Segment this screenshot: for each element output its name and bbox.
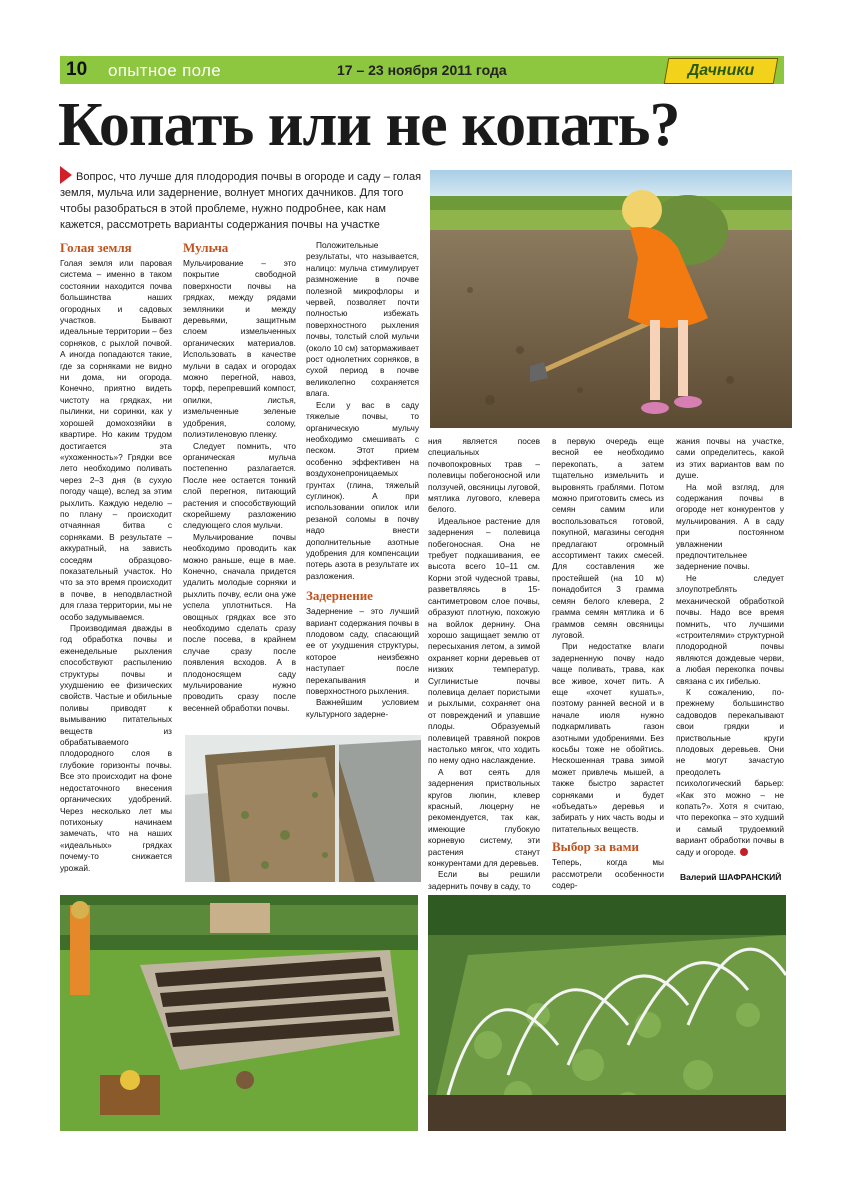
issue-date: 17 – 23 ноября 2011 года xyxy=(337,62,507,78)
paragraph: К сожалению, по-прежнему большинство садоводов перекапывают свои грядки и приствольные круги плодовых деревьев. Они не могут зачастую преодолеть психологический барьер: «Как это можно – не копать?». Хотя я считаю, что перекопка – это худший и самый трудоемкий вариант обработки почвы в саду и огороде. xyxy=(676,686,784,857)
page-number: 10 xyxy=(66,59,88,80)
paragraph: Задернение – это лучший вариант содержания почвы в плодовом саду, спасающий ее от ухудшения структуры, которое неизбежно наступает после перекапывания и поверхностного рыхления. xyxy=(306,606,419,697)
paragraph: в первую очередь еще весной ее необходимо перекопать, а затем тщательно измельчить и выровнять граблями. Потом можно приготовить смесь из семян самим или воспользоваться готовой, покупной, магазины сегодня предлагают огромный ассортимент таких смесей. Для составления же простейшей (на 10 м) понадобится 3 грамма семян белого клевера, 2 грамма семян мятлика и 6 граммов семян овсяницы луговой. xyxy=(552,436,664,640)
column-6 xyxy=(676,436,784,858)
paragraph: жания почвы на участке, сами определитесь, какой из этих вариантов вам по душе. xyxy=(676,436,784,481)
paragraph: ния является посев специальных почвопокровных трав – полевицы побегоносной или ползучей, овсяницы луговой, мятлика лугового, клевера белого. xyxy=(428,436,540,515)
paragraph: На мой взгляд, для содержания почвы в огороде нет конкурентов у мульчирования. А в саду при постоянном увлажнении предпочтительнее задернение почвы. xyxy=(676,481,784,572)
photo-girl-digging xyxy=(430,170,792,428)
article-lead: Вопрос, что лучше для плодородия почвы в огороде и саду – голая земля, мульча или задернение, волнует многих дачников. Для того чтобы разобраться в этой проблеме, нужно подробнее, как нам кажется, рассмотреть варианты содержания почвы на участке xyxy=(60,166,422,233)
newspaper-logo: Дачники xyxy=(664,58,779,84)
subheading-mulch: Мульча xyxy=(183,240,229,255)
paragraph: Мульчирование – это покрытие свободной поверхности почвы на грядках, между рядами земляники и между деревьями, защитным слоем измельченных органических материалов. Использовать в качестве мульчи в садах и огородах можно перегной, навоз, торф, перепревший компост, опилки, листья, измельченные зеленые удобрения, солому, полиэтиленовую пленку. xyxy=(183,258,296,440)
end-of-article-icon xyxy=(740,848,748,856)
paragraph: Идеальное растение для задернения – полевица побегоносная. Она не требует подкашивания, ее высота всего 10–11 см. Корни этой чудесной травы, разветвляясь в 15-сантиметровом слое почвы, образуют плотную, похожую на войлок дернину. Она хорошо защищает землю от пересыхания летом, а зимой охраняет корни деревьев от низких температур. Суглинистые почвы полевица делает пористыми и рыхлыми, сохраняет она от повреждений и упавшие плоды. Образуемый полевицей травяной покров настолько мягок, что ходить по нему одно наслаждение. xyxy=(428,515,540,766)
paragraph: Голая земля или паровая система – именно в таком состоянии находится почва большинства наших огородных и садовых участков. Бывают идеальные территории – без сорняков, с рыхлой почвой. А иногда попадаются такие, где за сорняками не видно ни дома, ни огорода. Конечно, приятно видеть чистоту на грядках, ни пылинки, ни соринки, как у хорошей домохозяйки в квартире. Но каким трудом достигается эта «ухоженность»? Грядки все лето необходимо поливать через 2–3 дня (в сухую погоду чаще), вслед за этим рыхлить. Каждую неделю – по плану – происходит отчаянная битва с сорняками. В результате – аккуратный, на зависть соседям образцово-показательный участок. Но что за это время происходит в почве, в неподвластной для глаза территории, мы не особо задумываемся. xyxy=(60,258,172,622)
paragraph: А вот сеять для задернения приствольных кругов люпин, клевер красный, люцерну не рекомендуется, так как, имеющие глубокую корневую систему, эти растения станут конкурентами для деревьев. xyxy=(428,766,540,869)
paragraph: Не следует злоупотреблять механической обработкой почвы. Надо все время помнить, что лучшими «строителями» структурной плодородной почвы являются дождевые черви, а любая перекопка почвы связана с их гибелью. xyxy=(676,572,784,686)
column-4 xyxy=(428,436,540,892)
section-name: опытное поле xyxy=(108,61,221,80)
author-signature: Валерий ШАФРАНСКИЙ xyxy=(680,872,782,882)
subheading-choice: Выбор за вами xyxy=(552,839,639,855)
paragraph: Мульчирование почвы необходимо проводить как можно раньше, еще в мае. Конечно, сначала придется удалить молодые сорняки и рыхлить почву, если она уже успела уплотниться. На овощных грядках все это необходимо сделать сразу после посева, в крайнем случае сразу после появления всходов. А в плодоносящем саду мульчирование нужно проводить сразу после весенней обработки почвы. xyxy=(183,531,296,713)
paragraph: Важнейшим условием культурного задерне- xyxy=(306,697,419,719)
lead-marker-icon xyxy=(60,166,72,184)
photo-raised-bed xyxy=(185,735,421,882)
column-3 xyxy=(306,240,419,720)
column-5 xyxy=(552,436,664,891)
article-title: Копать или не копать? xyxy=(58,91,680,159)
paragraph: Следует помнить, что органическая мульча постепенно разлагается. После нее остается тонкий слой перегноя, питающий растения и способствующий скорейшему разложению следующего слоя мульчи. xyxy=(183,440,296,531)
paragraph: Если вы решили задернить почву в саду, то xyxy=(428,869,540,891)
column-2 xyxy=(183,240,296,714)
subheading-bare-soil: Голая земля xyxy=(60,240,132,255)
paragraph: Если у вас в саду тяжелые почвы, то органическую мульчу необходимо смешивать с песком. Этот прием особенно эффективен на воздухонепроницаемых грунтах (глина, тяжелый суглинок). А при использовании опилок или резаной соломы в почву надо внести дополнительные азотные удобрения для компенсации потерь азота в результате их разложения. xyxy=(306,399,419,581)
paragraph: Теперь, когда мы рассмотрели особенности содер- xyxy=(552,857,664,891)
column-1 xyxy=(60,240,172,874)
photo-hoops-bed xyxy=(428,895,786,1131)
paragraph: Производимая дважды в год обработка почвы и еженедельные рыхления способствуют распылению структуры почвы и ухудшению ее физических свойств. Частые и обильные поливы приводят к вымыванию питательных веществ из обрабатываемого плодородного слоя в глубокие горизонты почвы. Все это происходит на фоне недостаточного внесения органических удобрений. Через несколько лет мы потихоньку начинаем замечать, что на наших «идеальных» грядках почему-то снижается урожай. xyxy=(60,623,172,873)
paragraph: Положительные результаты, что называется, налицо: мульча стимулирует размножение в почве полезной микрофлоры и червей, позволяет почти полностью избежать поверхностного рыхления почвы, толстый слой мульчи (около 10 см) затормаживает рост однолетних сорняков, в сухой период в почве великолепно сохраняется влага. xyxy=(306,240,419,399)
header-bar xyxy=(60,56,784,84)
photo-garden-beds xyxy=(60,895,418,1131)
subheading-sodding: Задернение xyxy=(306,588,373,604)
paragraph: При недостатке влаги задерненную почву надо чаще поливать, трава, как все живое, хочет пить. А еще «хочет кушать», поэтому ранней весной и в начале июля нужно подкармливать газон азотными удобрениями. Без косьбы тоже не обойтись. Нескошенная трава зимой может привлечь мышей, а также быстро зарастет сорняками и будет «объедать» деревья и забирать у них часть воды и питательных веществ. xyxy=(552,641,664,834)
